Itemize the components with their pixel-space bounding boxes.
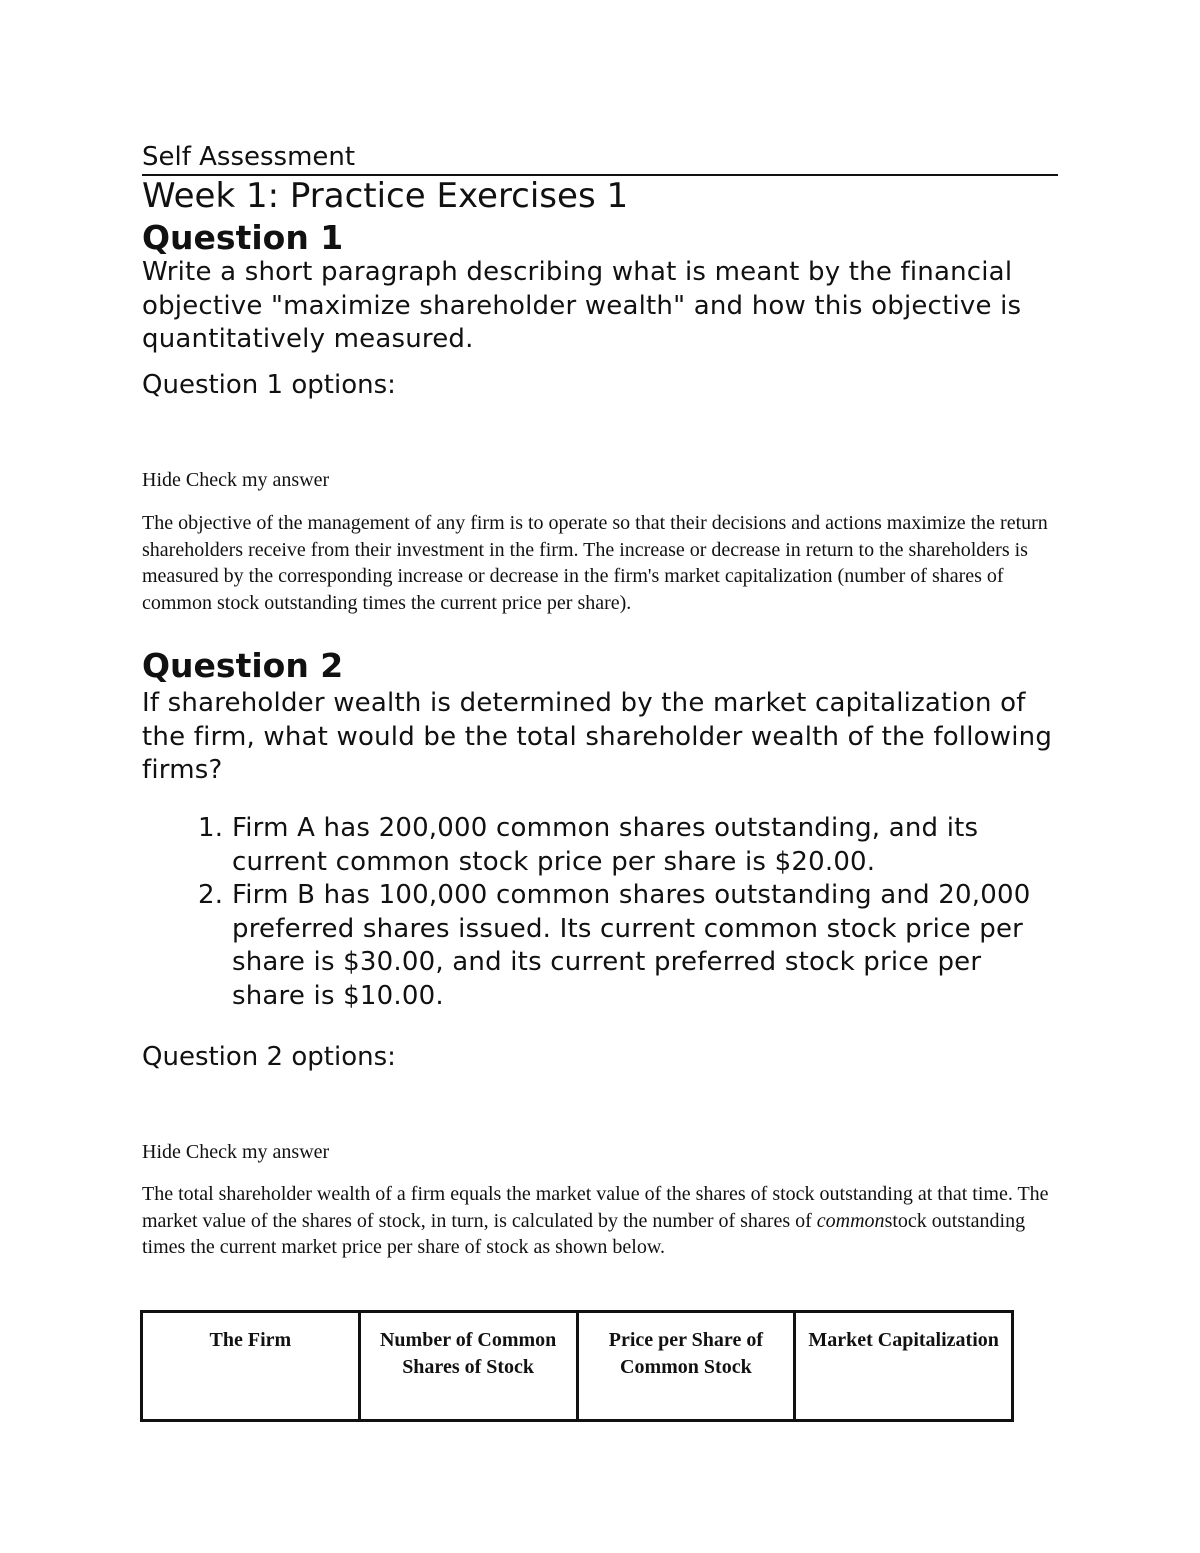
question-1-answer: The objective of the management of any firm is to operate so that their decisions and actions maximize the return shareholders receive from their investment in the firm. The increase or decrease in return to the shareholders is measured by the corresponding increase or decrease in the firm's market capitalization (number of shares of common stock outstanding times the current price per share). [142, 512, 1048, 615]
question-1-heading: Question 1 [142, 218, 344, 257]
question-2-answer [142, 1181, 1058, 1261]
table-header-market-cap: Market Capitalization [795, 1312, 1013, 1421]
answer-text-end: stock outstanding times the current market price per share of stock as shown below. [142, 1209, 1026, 1259]
question-1-hide-answer-link[interactable]: Hide Check my answer [142, 469, 330, 491]
question-2-heading: Question 2 [142, 646, 344, 685]
list-item-number: 1. [198, 813, 224, 843]
table-header-firm: The Firm [142, 1312, 360, 1421]
self-assessment-label: Self Assessment [142, 140, 1058, 176]
question-1-options-label: Question 1 options: [142, 370, 396, 400]
question-2-prompt: If shareholder wealth is determined by the market capitalization of the firm, what would be the total shareholder wealth of the following firms? [142, 688, 1053, 785]
question-2-options-label: Question 2 options: [142, 1042, 396, 1072]
list-item-number: 2. [198, 880, 224, 910]
market-cap-table [140, 1310, 1014, 1422]
list-item-text: Firm A has 200,000 common shares outstanding, and its current common stock price per share is $20.00. [232, 813, 979, 877]
answer-emphasis: common [816, 1209, 885, 1232]
list-item [198, 879, 1058, 1013]
question-1-prompt: Write a short paragraph describing what is meant by the financial objective "maximize shareholder wealth" and how this objective is quantitatively measured. [142, 257, 1022, 354]
list-item [198, 812, 1058, 879]
page-title: Week 1: Practice Exercises 1 [142, 176, 629, 216]
table-header-row [142, 1312, 1013, 1421]
firm-list [198, 812, 1058, 1013]
question-2-hide-answer-link[interactable]: Hide Check my answer [142, 1141, 330, 1163]
answer-text-start: The total shareholder wealth of a firm equals the market value of the shares of stock outstanding at that time. The market value of the shares of stock, in turn, is calculated by the number of shares of [142, 1183, 1049, 1232]
table-header-price-per-share: Price per Share of Common Stock [577, 1312, 795, 1421]
table-header-common-shares: Number of Common Shares of Stock [359, 1312, 577, 1421]
list-item-text: Firm B has 100,000 common shares outstanding and 20,000 preferred shares issued. Its current common stock price per share is $30.00, and its current preferred stock price per share is $10.00. [232, 880, 1031, 1011]
